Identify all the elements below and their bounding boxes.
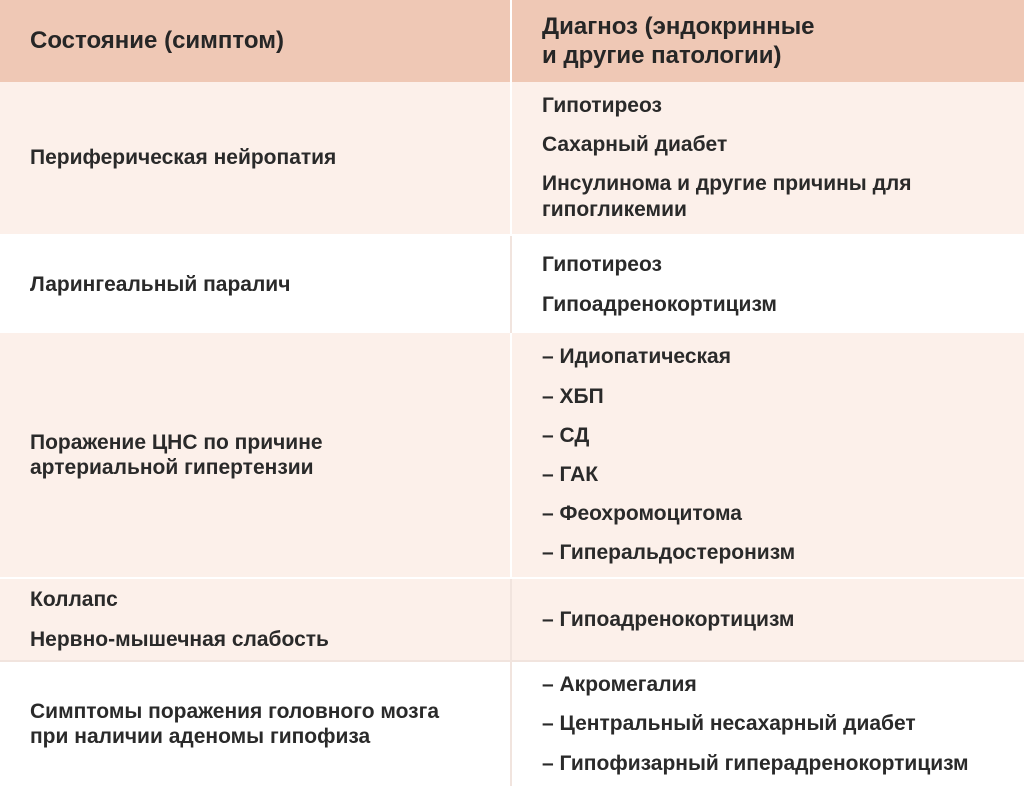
header-symptom-label: Состояние (симптом) (30, 26, 284, 54)
diagnosis-item: Инсулинома и другие причины для гипогликемии (542, 171, 912, 222)
symptom-text-line-2: Нервно-мышечная слабость (30, 627, 329, 651)
diagnosis-item: Гипотиреоз (542, 253, 662, 277)
diagnosis-cell (512, 82, 1024, 236)
header-diagnosis-cell (512, 0, 1024, 82)
symptom-text-line-1: Поражение ЦНС по причине (30, 430, 323, 454)
diagnosis-item: – Акромегалия (542, 673, 697, 697)
header-diagnosis-label-line-1: Диагноз (эндокринные (542, 13, 815, 41)
diagnosis-item: – Гипоадренокортицизм (542, 607, 795, 631)
diagnosis-cell (512, 660, 1024, 786)
header-symptom-cell (0, 0, 512, 82)
symptom-cell (0, 333, 512, 579)
diagnosis-item: – ГАК (542, 463, 599, 486)
symptom-text-line-1: Коллапс (30, 588, 118, 612)
diagnosis-item: – ХБП (542, 384, 604, 408)
diagnosis-item: – Гиперальдостеронизм (542, 541, 796, 565)
diagnosis-item: Гипотиреоз (542, 93, 662, 117)
diagnosis-cell (512, 579, 1024, 660)
symptom-text: Периферическая нейропатия (30, 146, 337, 170)
symptom-text-line-1: Симптомы поражения головного мозга (30, 699, 440, 723)
diagnosis-item: Сахарный диабет (542, 132, 728, 156)
diagnosis-item: Гипоадренокортицизм (542, 292, 777, 316)
symptom-cell (0, 660, 512, 786)
symptom-text: Ларингеальный паралич (30, 272, 291, 296)
diagnosis-item: – Гипофизарный гиперадренокортицизм (542, 751, 969, 775)
diagnosis-item: – Центральный несахарный диабет (542, 712, 916, 736)
diagnosis-cell (512, 333, 1024, 579)
symptom-cell (0, 579, 512, 660)
diagnosis-item: – СД (542, 423, 590, 447)
header-diagnosis-label-line-2: и другие патологии) (542, 42, 782, 69)
symptom-cell (0, 82, 512, 236)
symptom-text-line-2: артериальной гипертензии (30, 456, 314, 479)
symptom-cell (0, 236, 512, 333)
diagnosis-item: – Феохромоцитома (542, 502, 742, 526)
diagnosis-item: – Идиопатическая (542, 345, 731, 369)
diagnosis-cell (512, 236, 1024, 333)
symptom-text-line-2: при наличии аденомы гипофиза (30, 725, 371, 748)
